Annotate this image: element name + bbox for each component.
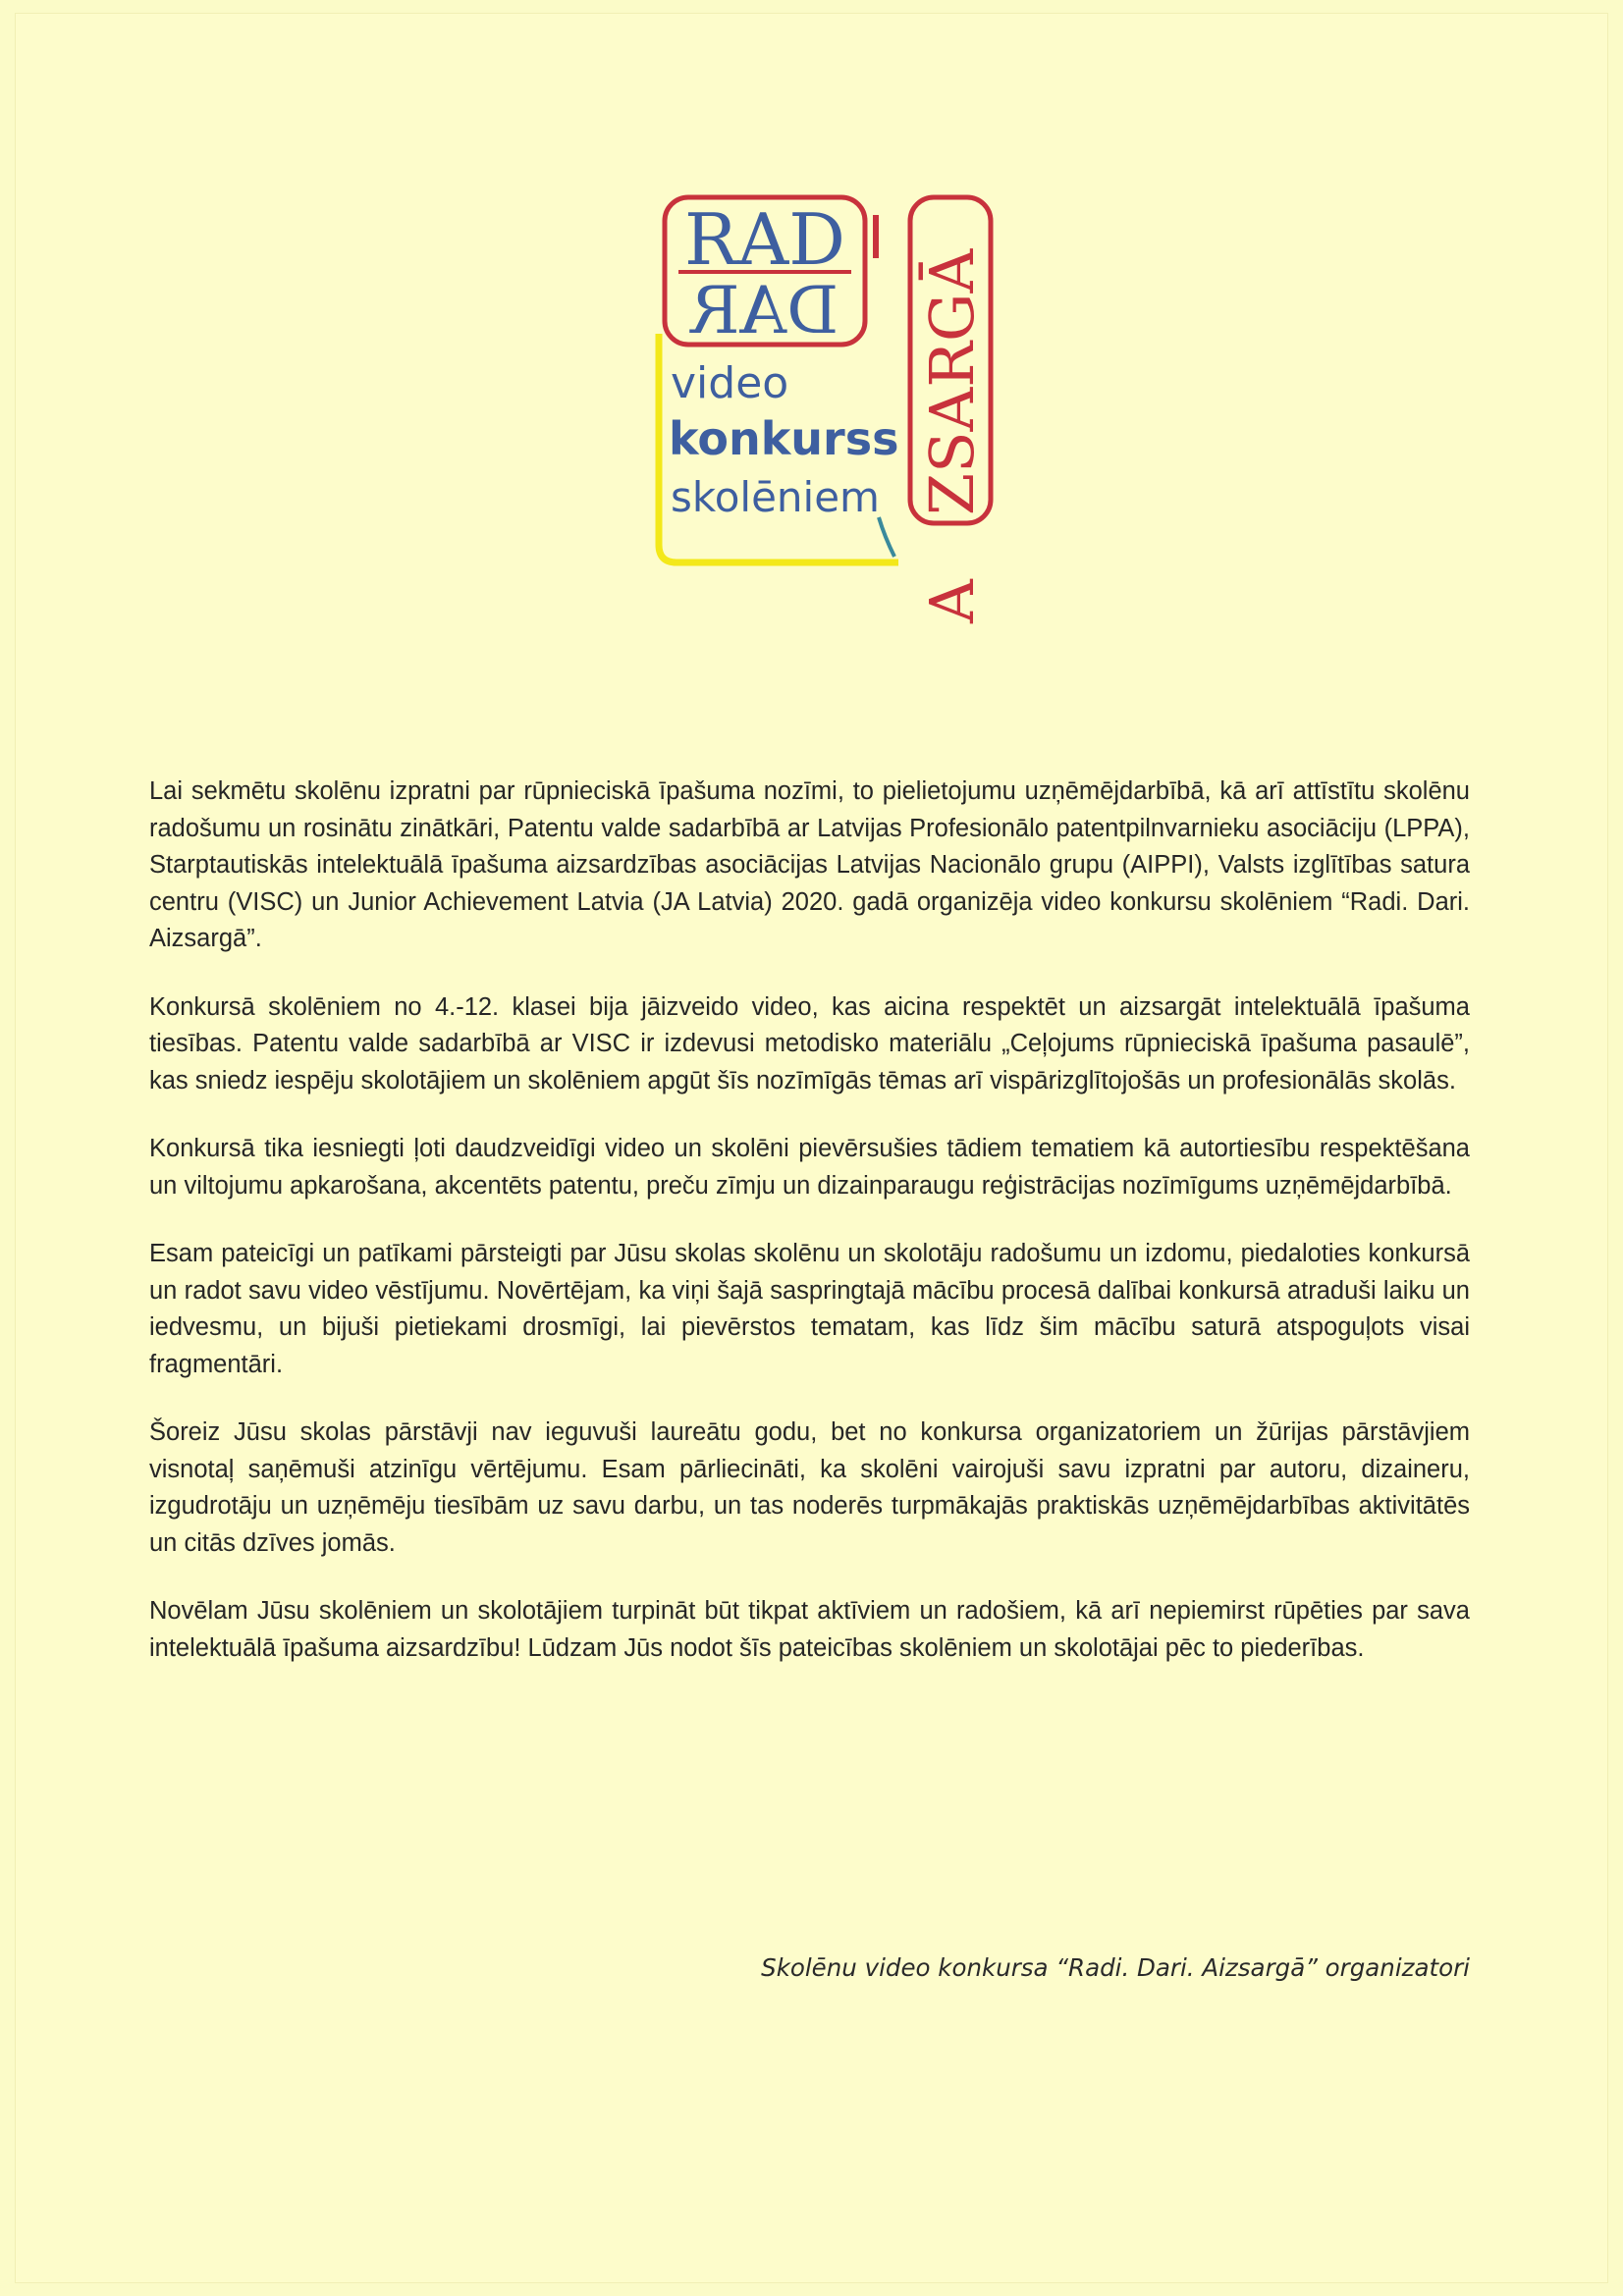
logo-graphic [653, 191, 1006, 643]
paragraph-2: Konkursā skolēniem no 4.-12. klasei bija jāizveido video, kas aicina respektēt un aizsargāt intelektuālā īpašuma tiesības. Patentu valde sadarbībā ar VISC ir izdevusi metodisko materiālu „Ceļojums rūpnieciskā īpašuma pasaulē”, kas sniedz iespēju skolotājiem un skolēniem apgūt šīs nozīmīgās tēmas arī vispārizglītojošās un profesionālās skolās. [149, 992, 1470, 1095]
letter-body [149, 774, 1470, 1698]
paragraph-5: Šoreiz Jūsu skolas pārstāvji nav ieguvuši laureātu godu, bet no konkursa organizatoriem un žūrijas pārstāvjiem visnotaļ saņēmuši atzinīgu vērtējumu. Esam pārliecināti, ka skolēni vairojuši savu izpratni par autoru, dizaineru, izgudrotāju un uzņēmēju tiesībām uz savu darbu, un tas noderēs turpmākajās praktiskās uzņēmējdarbības aktivitātēs un citās dzīves jomās. [149, 1418, 1470, 1557]
logo-rad-text: RAD [684, 198, 845, 281]
logo-line-skoleniem: skolēniem [671, 473, 880, 521]
logo-dar-mirrored-text: DAR [690, 273, 839, 348]
paragraph-4: Esam pateicīgi un patīkami pārsteigti par Jūsu skolas skolēnu un skolotāju radošumu un izdomu, piedaloties konkursā un radot savu video vēstījumu. Novērtējam, ka viņi šajā saspringtajā mācību procesā dalībai konkursā atraduši laiku un iedvesmu, un bijuši pietiekami drosmīgi, lai pievērstos tematam, kas līdz šim mācību saturā atspoguļots visai fragmentāri. [149, 1240, 1470, 1378]
paragraph-3: Konkursā tika iesniegti ļoti daudzveidīgi video un skolēni pievērsušies tādiem tematiem kā autortiesību respektēšana un viltojumu apkarošana, akcentēts patentu, preču zīmju un dizainparaugu reģistrācijas nozīmīgums uzņēmējdarbībā. [149, 1135, 1470, 1200]
logo-line-konkurss: konkurss [669, 412, 899, 465]
paragraph-1: Lai sekmētu skolēnu izpratni par rūpnieciskā īpašuma nozīmi, to pielietojumu uzņēmējdarbībā, kā arī attīstītu skolēnu radošumu un rosinātu zinātkāri, Patentu valde sadarbībā ar Latvijas Profesionālo patentpilnvarnieku asociāciju (LPPA), Starptautiskās intelektuālā īpašuma aizsardzības asociācijas Latvijas Nacionālo grupu (AIPPI), Valsts izglītības satura centru (VISC) un Junior Achievement Latvia (JA Latvia) 2020. gadā organizēja video konkursu skolēniem “Radi. Dari. Aizsargā”. [149, 777, 1470, 952]
logo-teal-stroke [879, 517, 894, 557]
logo-red-bar [873, 215, 879, 258]
signature: Skolēnu video konkursa “Radi. Dari. Aizsargā” organizatori [761, 1953, 1470, 1982]
logo-vertical-a: A [916, 579, 988, 623]
contest-logo [653, 191, 1006, 643]
logo-line-video: video [671, 358, 789, 408]
paragraph-6: Novēlam Jūsu skolēniem un skolotājiem turpināt būt tikpat aktīviem un radošiem, kā arī nepiemirst rūpēties par sava intelektuālā īpašuma aizsardzību! Lūdzam Jūs nodot šīs pateicības skolēniem un skolotājai pēc to piederības. [149, 1597, 1470, 1662]
logo-vertical-text: ZSARGĀ [916, 248, 988, 515]
